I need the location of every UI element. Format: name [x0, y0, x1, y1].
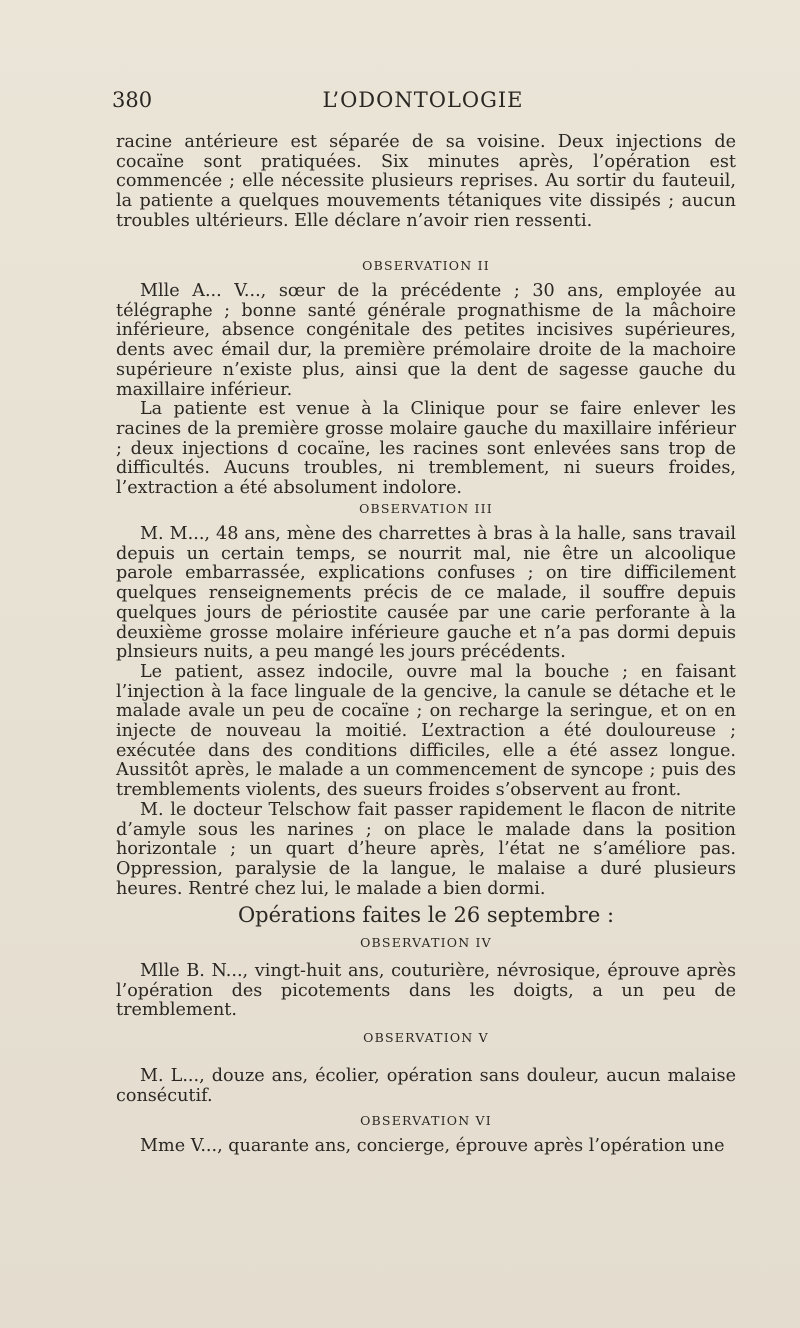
observation-2-paragraph-1: Mlle A... V..., sœur de la précédente ; 30 ans, employée au télégraphe ; bonne santé générale prognathisme de la mâchoire inférieure, absence congénitale des petites incisives supérieures, dents avec émail dur, la première prémolaire droite de la machoire supérieure n’existe plus, ainsi que la dent de sagesse gauche du maxillaire inférieur.	[116, 281, 736, 400]
observation-5-paragraph-1: M. L..., douze ans, écolier, opération sans douleur, aucun malaise consécutif.	[116, 1066, 736, 1106]
observation-3-paragraph-2: Le patient, assez indocile, ouvre mal la bouche ; en faisant l’injection à la face linguale de la gencive, la canule se détache et le malade avale un peu de cocaïne ; on recharge la seringue, et on en injecte de nouveau la moitié. L’extraction a été douloureuse ; exécutée dans des conditions difficiles, elle a été assez longue. Aussitôt après, le malade a un commencement de syncope ; puis des tremblements violents, des sueurs froides s’observent au front.	[116, 661, 736, 801]
intro-paragraph: racine antérieure est séparée de sa voisine. Deux injections de cocaïne sont pratiquées. Six minutes après, l’opération est commencée ; elle nécessite plusieurs reprises. Au sortir du fauteuil, la patiente a quelques mouvements tétaniques vite dissipés ; aucun troubles ultérieurs. Elle déclare n’avoir rien ressenti.	[116, 132, 736, 231]
observation-6-paragraph-1: Mme V..., quarante ans, concierge, éprouve après l’opération une	[140, 1136, 725, 1156]
observation-2-heading-block	[116, 258, 736, 274]
observation-6-heading-block	[116, 1113, 736, 1129]
intro-text	[116, 133, 736, 232]
observation-5-heading-block	[116, 1030, 736, 1046]
observation-3-body	[116, 525, 736, 899]
observation-6-heading: OBSERVATION VI	[360, 1113, 492, 1128]
observation-4-body	[116, 962, 736, 1021]
observation-3-heading: OBSERVATION III	[359, 501, 493, 516]
observation-4-heading-block	[116, 935, 736, 951]
observation-2-paragraph-2: La patiente est venue à la Clinique pour se faire enlever les racines de la première grosse molaire gauche du maxillaire inférieur ; deux injections d cocaïne, les racines sont enlevées sans trop de difficultés. Aucuns troubles, ni tremblement, ni sueurs froides, l’extraction a été absolument indolore.	[116, 399, 736, 499]
page-number: 380	[112, 88, 153, 112]
section-heading-26-september: Opérations faites le 26 septembre :	[237, 903, 615, 927]
running-title: L’ODONTOLOGIE	[322, 88, 524, 112]
observation-4-paragraph-1: Mlle B. N..., vingt-huit ans, couturière, névrosique, éprouve après l’opération des picotements dans les doigts, a un peu de tremblement.	[116, 961, 736, 1021]
page-header	[110, 88, 736, 118]
observation-6-body	[116, 1137, 736, 1157]
section-heading-block	[116, 902, 736, 928]
observation-3-paragraph-1: M. M..., 48 ans, mène des charrettes à bras à la halle, sans travail depuis un certain temps, se nourrit mal, nie être un alcoolique parole embarrassée, explications confuses ; on tire difficilement quelques renseignements précis de ce malade, il souffre depuis quelques jours de périostite causée par une carie perforante à la deuxième grosse molaire inférieure gauche et n’a pas dormi depuis plnsieurs nuits, a peu mangé les jours précédents.	[116, 524, 736, 663]
observation-2-heading: OBSERVATION II	[362, 258, 490, 273]
observation-5-body	[116, 1067, 736, 1106]
observation-2-body	[116, 282, 736, 499]
observation-3-paragraph-3: M. le docteur Telschow fait passer rapidement le flacon de nitrite d’amyle sous les narines ; on place le malade dans la position horizontale ; un quart d’heure après, l’état ne s’améliore pas. Oppression, paralysie de la langue, le malaise a duré plusieurs heures. Rentré chez lui, le malade a bien dormi.	[116, 799, 736, 899]
observation-3-heading-block	[116, 501, 736, 517]
observation-4-heading: OBSERVATION IV	[360, 935, 492, 950]
observation-5-heading: OBSERVATION V	[363, 1030, 489, 1045]
